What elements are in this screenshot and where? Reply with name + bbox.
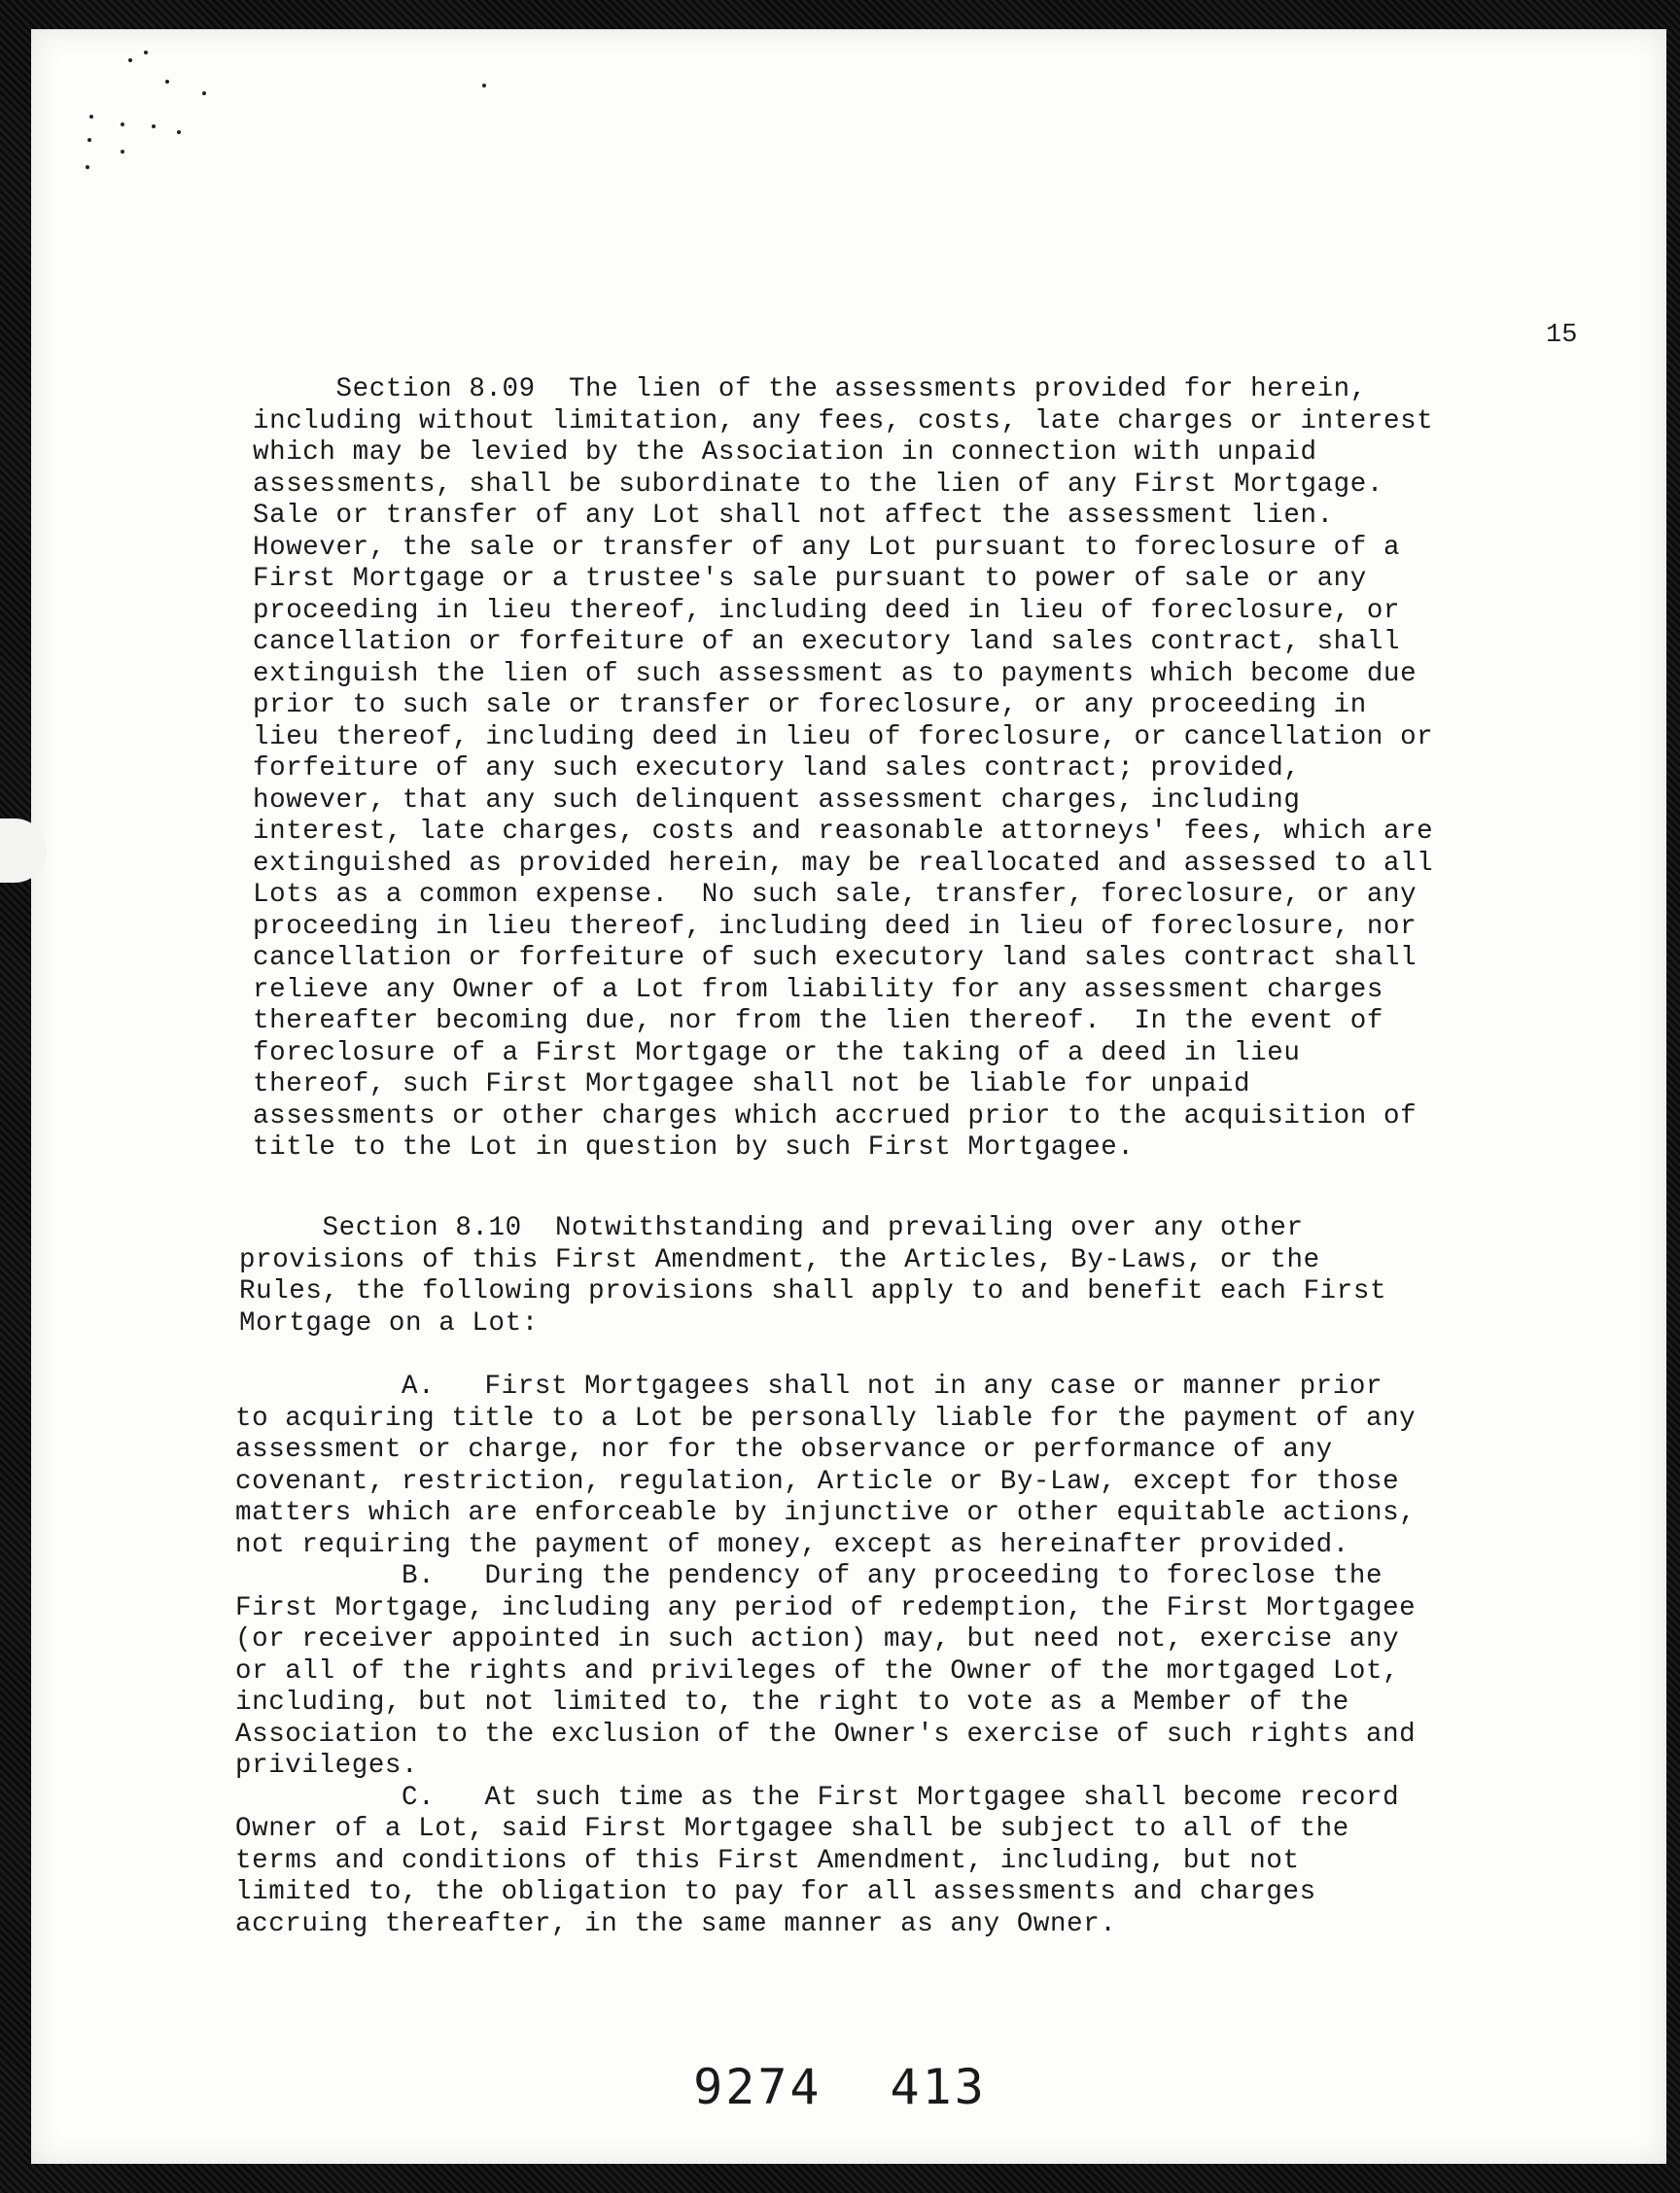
text-line: thereafter becoming due, nor from the lien thereof. In the event of [253,1006,1383,1036]
text-line: forfeiture of any such executory land sales contract; provided, [253,753,1301,783]
text-line: proceeding in lieu thereof, including deed in lieu of foreclosure, or [253,595,1401,626]
text-line: proceeding in lieu thereof, including deed in lieu of foreclosure, nor [253,911,1418,942]
text-line: Lots as a common expense. No such sale, transfer, foreclosure, or any [253,880,1418,910]
text-line: including, but not limited to, the right to vote as a Member of the [235,1688,1349,1718]
text-line: Mortgage on a Lot: [239,1307,539,1339]
section-8-10-clauses [235,1372,1416,1940]
book-number: 9274 [693,2059,822,2115]
text-line: B. During the pendency of any proceeding to foreclose the [235,1561,1383,1591]
text-line: First Mortgage, including any period of redemption, the First Mortgagee [235,1592,1417,1623]
text-line: extinguished as provided herein, may be reallocated and assessed to all [253,848,1434,879]
text-line: however, that any such delinquent assessment charges, including [253,784,1301,816]
text-line: First Mortgage or a trustee's sale pursuant to power of sale or any [253,564,1367,594]
text-line: assessment or charge, nor for the observance or performance of any [235,1435,1333,1465]
text-line: foreclosure of a First Mortgage or the taking of a deed in lieu [253,1037,1301,1068]
text-line: including without limitation, any fees, costs, late charges or interest [253,405,1434,436]
recording-reference [0,2059,1680,2115]
text-line: Rules, the following provisions shall apply to and benefit each First [239,1276,1387,1306]
text-line: cancellation or forfeiture of an executory land sales contract, shall [253,627,1401,657]
text-line: extinguish the lien of such assessment as to payments which become due [253,658,1418,689]
section-8-10 [239,1213,1386,1340]
text-line: Owner of a Lot, said First Mortgagee shall be subject to all of the [235,1814,1349,1844]
text-line: limited to, the obligation to pay for all assessments and charges [235,1877,1316,1907]
text-line: cancellation or forfeiture of such executory land sales contract shall [253,943,1418,973]
text-line: assessments or other charges which accrued prior to the acquisition of [253,1100,1418,1131]
text-line: covenant, restriction, regulation, Article or By-Law, except for those [235,1466,1400,1497]
page-number: 15 [1546,321,1578,350]
text-line: Sale or transfer of any Lot shall not affect the assessment lien. [253,501,1334,531]
text-line: prior to such sale or transfer or foreclosure, or any proceeding in [253,690,1367,720]
text-line: lieu thereof, including deed in lieu of foreclosure, or cancellation or [253,721,1434,752]
text-line: or all of the rights and privileges of the Owner of the mortgaged Lot, [235,1655,1400,1687]
text-line: to acquiring title to a Lot be personally liable for the payment of any [235,1403,1417,1434]
text-line: which may be levied by the Association in connection with unpaid [253,437,1317,468]
text-line: matters which are enforceable by injunctive or other equitable actions, [235,1498,1417,1528]
book-page-number: 413 [890,2059,987,2115]
text-line: Section 8.10 Notwithstanding and prevailing over any other [239,1213,1304,1243]
text-line: relieve any Owner of a Lot from liability for any assessment charges [253,974,1383,1005]
text-line: interest, late charges, costs and reasonable attorneys' fees, which are [253,817,1434,847]
text-line: C. At such time as the First Mortgagee shall become record [235,1782,1400,1813]
text-line: However, the sale or transfer of any Lot pursuant to foreclosure of a [253,532,1401,563]
text-line: assessments, shall be subordinate to the lien of any First Mortgage. [253,469,1383,500]
text-line: provisions of this First Amendment, the Articles, By-Laws, or the [239,1244,1320,1275]
text-line: (or receiver appointed in such action) may, but need not, exercise any [235,1624,1400,1654]
text-line: Section 8.09 The lien of the assessments provided for herein, [253,374,1367,404]
text-line: A. First Mortgagees shall not in any case or manner prior [235,1372,1383,1402]
text-line: title to the Lot in question by such First Mortgagee. [253,1132,1135,1163]
text-line: accruing thereafter, in the same manner as any Owner. [235,1908,1117,1939]
text-line: terms and conditions of this First Amendment, including, but not [235,1845,1300,1876]
text-line: thereof, such First Mortgagee shall not be liable for unpaid [253,1069,1251,1099]
text-line: Association to the exclusion of the Owner's exercise of such rights and [235,1719,1417,1750]
section-8-09 [253,374,1433,1165]
text-line: privileges. [235,1751,419,1781]
text-line: not requiring the payment of money, except as hereinafter provided. [235,1529,1349,1560]
